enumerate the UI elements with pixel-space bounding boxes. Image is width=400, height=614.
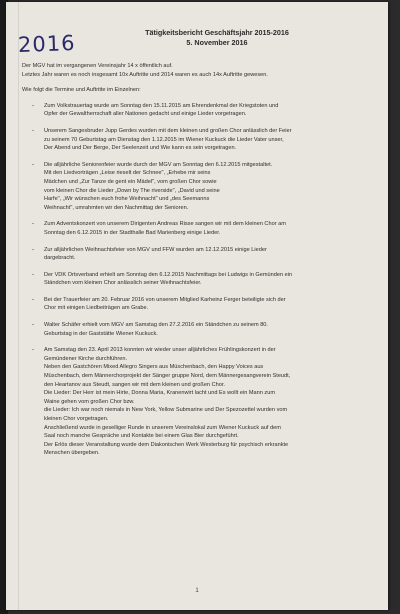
bullet-marker: - bbox=[32, 347, 34, 354]
event-list-item bbox=[22, 321, 378, 338]
event-text-line: Der Erlös dieser Veranstaltung wurde dem Diakonischen Werk Westerburg für psychisch erkrankte bbox=[44, 441, 289, 448]
event-list bbox=[22, 102, 378, 458]
event-text-line: Bei der Trauerfeier am 20. Februar 2016 von unserem Mitglied Karheinz Ferger beteiligte sich der bbox=[44, 296, 286, 303]
event-list-item bbox=[22, 296, 378, 313]
event-list-item bbox=[22, 271, 378, 288]
event-text bbox=[44, 246, 378, 263]
event-text-line: Unserem Sangesbruder Jupp Gerdes wurden mit dem kleinen und großen Chor anlässlich der Feier bbox=[44, 127, 292, 134]
report-title: Tätigkeitsbericht Geschäftsjahr 2015-2016 bbox=[145, 28, 289, 37]
event-text-line: Neben den Gastchören Mixed Allegro Singers aus Müschenbach, den Happy Voices aus bbox=[44, 364, 264, 371]
intro-paragraph bbox=[22, 62, 378, 95]
event-text-line: Saal noch manche Gespräche und Kontakte bei einem Glas Bier durchgeführt. bbox=[44, 433, 239, 440]
event-text bbox=[44, 321, 378, 338]
event-list-item bbox=[22, 246, 378, 263]
event-text-line: Walter Schäfer erhielt vom MGV am Samstag den 27.2.2016 ein Ständchen zu seinem 80. bbox=[44, 322, 268, 329]
bullet-marker: - bbox=[32, 102, 34, 109]
event-text-line: Waine gehen vom großen Chor bzw. bbox=[44, 398, 135, 405]
event-text-line: Opfer der Gewaltherrschaft aller Nationen gedacht und einige Lieder vorgetragen. bbox=[44, 111, 247, 118]
event-text-line: Zum Adventskonzert von unserem Dirigenten Andreas Risse sangen wir mit dem kleinen Chor am bbox=[44, 221, 286, 228]
event-text-line: Müschenbach, dem Männerchorprojekt der Sänger gruppe Nord, dem Männergesangverein Steudt, bbox=[44, 373, 291, 380]
bullet-marker: - bbox=[32, 127, 34, 134]
event-list-item bbox=[22, 220, 378, 237]
event-text bbox=[44, 271, 378, 288]
document-page bbox=[6, 2, 388, 610]
event-text-line: zu seinem 70 Geburtstag am Dienstag den 1.12.2015 im Wiener Kuckuck die Lieder Vater unser, bbox=[44, 136, 284, 143]
event-text-line: Am Samstag den 23. April 2013 konnten wir wieder unser alljährliches Frühlingskonzert in der bbox=[44, 347, 276, 354]
event-text-line: die Lieder: Ich war noch niemals in New York, Yellow Submarine und Der Spezozettel wurden vom bbox=[44, 407, 288, 414]
event-text-line: Sonntag den 6.12.2015 in der Stadthalle Bad Marienberg einige Lieder. bbox=[44, 229, 221, 236]
event-text-line: dargebracht. bbox=[44, 255, 76, 262]
event-text bbox=[44, 102, 378, 119]
bullet-marker: - bbox=[32, 221, 34, 228]
intro-line: Wie folgt die Termine und Auftritte im Einzelnen: bbox=[22, 87, 141, 94]
event-text bbox=[44, 346, 378, 458]
event-text-line: Anschließend wurde in geselliger Runde in unserem Vereinslokal zum Wiener Kuckuck auf dem bbox=[44, 424, 281, 431]
bullet-marker: - bbox=[32, 161, 34, 168]
event-text-line: vom kleinen Chor die Lieder „Down by The riverside", „David und seine bbox=[44, 187, 220, 194]
event-text-line: kleinen Chor vorgetragen. bbox=[44, 416, 109, 422]
event-text-line: Mit den Liedvorträgen „Leise rieselt der Schnee", „Erhebe mir seins bbox=[44, 170, 211, 177]
report-header bbox=[102, 28, 332, 48]
bullet-marker: - bbox=[32, 296, 34, 303]
bullet-marker: - bbox=[32, 322, 34, 329]
event-text-line: Ständchen vom kleinen Chor anlässlich seiner Weihnachtsfeier. bbox=[44, 280, 202, 287]
report-date: 5. November 2016 bbox=[186, 38, 248, 47]
intro-line: Der MGV hat im vergangenen Vereinsjahr 14 x öffentlich auf. bbox=[22, 63, 173, 69]
event-text-line: Mädchen und „Zur Tanze de gent ein Mädel", vom großen Chor sowie bbox=[44, 178, 217, 185]
event-list-item bbox=[22, 127, 378, 153]
event-text bbox=[44, 161, 378, 213]
event-text-line: Der Abend und Der Berge, Der Seelenzeit und Wie kann es sein vorgetragen. bbox=[44, 145, 237, 152]
event-text-line: Zur alljährlichen Weihnachtsfeier von MGV und FFW wurden am 12.12.2015 einige Lieder bbox=[44, 246, 267, 253]
event-text-line: Harfe", „Wir wünschen euch frohe Weihnacht" und „des Seemanns bbox=[44, 196, 210, 203]
event-text-line: Die Lieder: Der Herr ist mein Hirte, Donna Maria, Kranenwirt lacht und Es wollt ein Mann zum bbox=[44, 390, 275, 397]
event-text-line: Zum Volkstrauertag wurde am Sonntag den 15.11.2015 am Ehrendenkmal der Kriegstoten und bbox=[44, 102, 279, 109]
event-text bbox=[44, 127, 378, 153]
event-text-line: den Heartanov aus Steudt, sangen wir mit dem kleinen und großen Chor. bbox=[44, 381, 225, 388]
report-body bbox=[22, 62, 378, 466]
event-text-line: Chor mit einigen Liedbeiträgen am Grabe. bbox=[44, 305, 149, 312]
handwritten-year-annotation: 2016 bbox=[17, 31, 76, 57]
event-list-item bbox=[22, 161, 378, 213]
page-number: 1 bbox=[195, 588, 199, 594]
event-text-line: Menschen übergeben. bbox=[44, 450, 100, 457]
event-text-line: Die alljährliche Seniorenfeier wurde durch der MGV am Sonntag den 6.12.2015 mitgestaltet. bbox=[44, 161, 273, 168]
page-margin-line bbox=[18, 2, 19, 610]
event-text-line: Weihnacht", umrahmten wir den Nachmittag der Senioren. bbox=[44, 204, 189, 211]
event-text bbox=[44, 296, 378, 313]
event-list-item bbox=[22, 102, 378, 119]
event-text-line: Geburtstag in der Gaststätte Wiener Kuckuck. bbox=[44, 330, 158, 337]
event-list-item bbox=[22, 346, 378, 458]
event-text bbox=[44, 220, 378, 237]
bullet-marker: - bbox=[32, 246, 34, 253]
event-text-line: Gemündener Kirche durchführen. bbox=[44, 355, 128, 362]
event-text-line: Der VDK Ortsverband erhielt am Sonntag den 6.12.2015 Nachmittags bei Ludwigs in Gemünden ein bbox=[44, 271, 293, 278]
bullet-marker: - bbox=[32, 271, 34, 278]
intro-line: Letztes Jahr waren es noch insgesamt 10x Auftritte und 2014 waren es auch 14x Auftritte gewesen. bbox=[22, 71, 268, 78]
